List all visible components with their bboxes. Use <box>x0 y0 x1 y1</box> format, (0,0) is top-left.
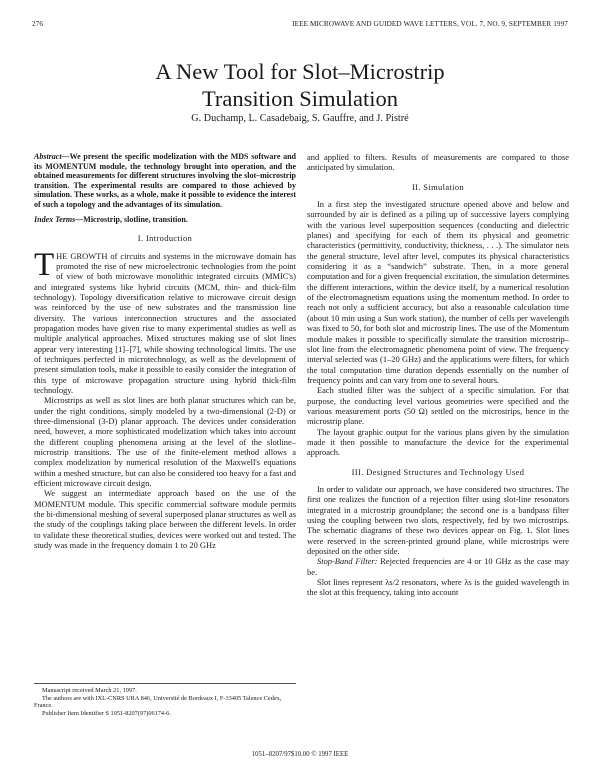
copyright-footer: 1051–8207/97$10.00 © 1997 IEEE <box>251 751 349 758</box>
abstract-text: We present the specific modelization with the MDS software and its MOMENTUM module, the technology brought into operation, and the obtained measurements for different structures involving the slot–microstrip transition. The experimental results are compared to those achieved by simulation. These works, as a whole, make it possible to evidence the interest of such a topology and the advantages of its simulation. <box>34 152 296 209</box>
footnote-affiliation: The authors are with IXL-CNRS URA 846, Université de Bordeaux I, F-33405 Talence Cedex, France. <box>34 694 282 710</box>
simulation-paragraph-2: Each studied filter was the subject of a specific simulation. For that purpose, the conducting level various geometries were specified and the various measurement ports (50 Ω) settled on the microstrips, hence in the microstrip plane. <box>307 385 569 427</box>
simulation-paragraph-1: In a first step the investigated structure opened above and below and surrounded by air is defined as a piling up of successive layers complying with the various level superposition sequences (conducting and dielectric planes) and specifying for each of them its physical and geometric characteristics (permittivity, conductivity, thickness, . . .). The simulator nets the general structure, level after level, computes its physical characteristics considering it as a “sandwich” substrate. Then, in a more general computation and for a given frequencial excitation, the simulation determines the different interactions, within the device itself, by a numerical resolution of the electromagnetism equations using the momentum method. In order to reach not only a sufficient accuracy, but also a reasonable calculation time (about 10 min using a Sun work station), the number of cells per wavelength was fixed to 50, for both slot and microstrip lines. The use of the Momentum module makes it possible to specifically simulate the transition microstrip–slot line from the electromagnetic phenomena point of view. The frequency interval selected was (1–20 GHz) and the applications were filters, for which the total computation time duration depends essentially on the number of frequency points and can vary from one to several hours. <box>307 199 569 385</box>
running-header <box>32 20 568 28</box>
abstract-lead: Abstract— <box>34 152 70 161</box>
simulation-paragraph-3: The layout graphic output for the various plans given by the simulation made it then possible to manufacture the device for the experimental approach. <box>307 426 569 458</box>
author-list: G. Duchamp, L. Casadebaig, S. Gauffre, and J. Pistré <box>191 113 409 124</box>
section-heading-simulation: II. Simulation <box>411 182 465 192</box>
section-heading-introduction: I. Introduction <box>137 234 193 244</box>
abstract <box>34 152 296 210</box>
paper-title <box>0 58 600 112</box>
intro-paragraph-1 <box>34 246 296 396</box>
stop-band-lead: Stop-Band Filter: <box>317 556 378 567</box>
intro-paragraph-2: Microstrips as well as slot lines are both planar structures which can be, under the right conditions, simply modeled by a two-dimensional (2-D) or three-dimensional (3-D) planar approach. The devices under consideration need, however, a more sophisticated modelization which takes into account the different coupling phenomena arising at the level of the slotline–microstrip transitions. The use of the finite-element method allows a complex modelization by numerical resolution of the Maxwell's equations within a meshed structure, but can also be considered too heavy for a fast and efficient microwave circuit design. <box>34 395 296 489</box>
designed-paragraph-1: In order to validate our approach, we have considered two structures. The first one realizes the function of a rejection filter using slot-line resonators integrated in a microstrip groundplane; the second one is a bandpass filter using the coupling between two slots, respectively, fed by two microstrips. The schematic diagrams of these two devices appear on Fig. 1. Slot lines were reserved in the screen-printed ground plane, while microstrips were deposited on the other side. <box>307 483 569 557</box>
drop-cap: T <box>34 246 55 283</box>
right-column <box>307 152 569 598</box>
title-line-1: A New Tool for Slot–Microstrip <box>155 59 445 84</box>
designed-paragraph-2 <box>307 556 569 577</box>
intro-paragraph-3: We suggest an intermediate approach based on the use of the MOMENTUM module. This specific commercial software module permits the bi-dimensional meshing of several superposed planar structures as well as the study of the couplings taking place between the different levels. In order to validate these theoretical studies, devices were worked out and tested. The study was made in the frequency domain 1 to 20 GHz <box>34 488 296 551</box>
intro-paragraph-1-text: HE GROWTH of circuits and systems in the microwave domain has promoted the rise of new microelectronic technologies from the point of view of both microwave monolithic integrated circuits (MMIC's) and integrated systems like hybrid circuits (MCM, thin- and thick-film technology). Topology diversification relative to microwave circuit design was reinforced by the use of new substrates and the transmission line diversity. The various interconnection structures and the associated propagation modes have given rise to many experimental studies as well as multiple analytical approaches. Mixed structures making use of slot lines appear very interesting [1]–[7], while showing technological limits. The use of techniques perfected in microtechnology, as well as the development of present simulation tools, make it possible to easily consider the integration of this type of microwave propagation structure using hybrid thick-film technology. <box>34 250 296 395</box>
index-terms <box>34 215 296 225</box>
title-line-2: Transition Simulation <box>201 86 399 111</box>
journal-name: IEEE MICROWAVE AND GUIDED WAVE LETTERS, VOL. 7, NO. 9, SEPTEMBER 1997 <box>292 20 568 28</box>
page-number: 276 <box>32 20 44 28</box>
index-terms-text: Microstrip, slotline, transition. <box>83 214 188 224</box>
stop-band-text: Rejected frequencies are 4 or 10 GHz as the case may be. <box>307 556 569 577</box>
designed-paragraph-3: Slot lines represent λs/2 resonators, where λs is the guided wavelength in the slot at this frequency, taking into account <box>307 577 569 598</box>
footnote-publisher-id: Publisher Item Identifier S 1051-8207(97)06174-6. <box>42 709 171 717</box>
left-column <box>34 152 296 550</box>
section-heading-designed-structures: III. Designed Structures and Technology Used <box>351 467 525 477</box>
index-terms-lead: Index Terms— <box>34 214 84 224</box>
right-paragraph-continued: and applied to filters. Results of measurements are compared to those anticipated by simulation. <box>307 152 569 173</box>
footnote-received: Manuscript received March 21, 1997. <box>42 687 137 694</box>
footnotes <box>34 683 296 717</box>
